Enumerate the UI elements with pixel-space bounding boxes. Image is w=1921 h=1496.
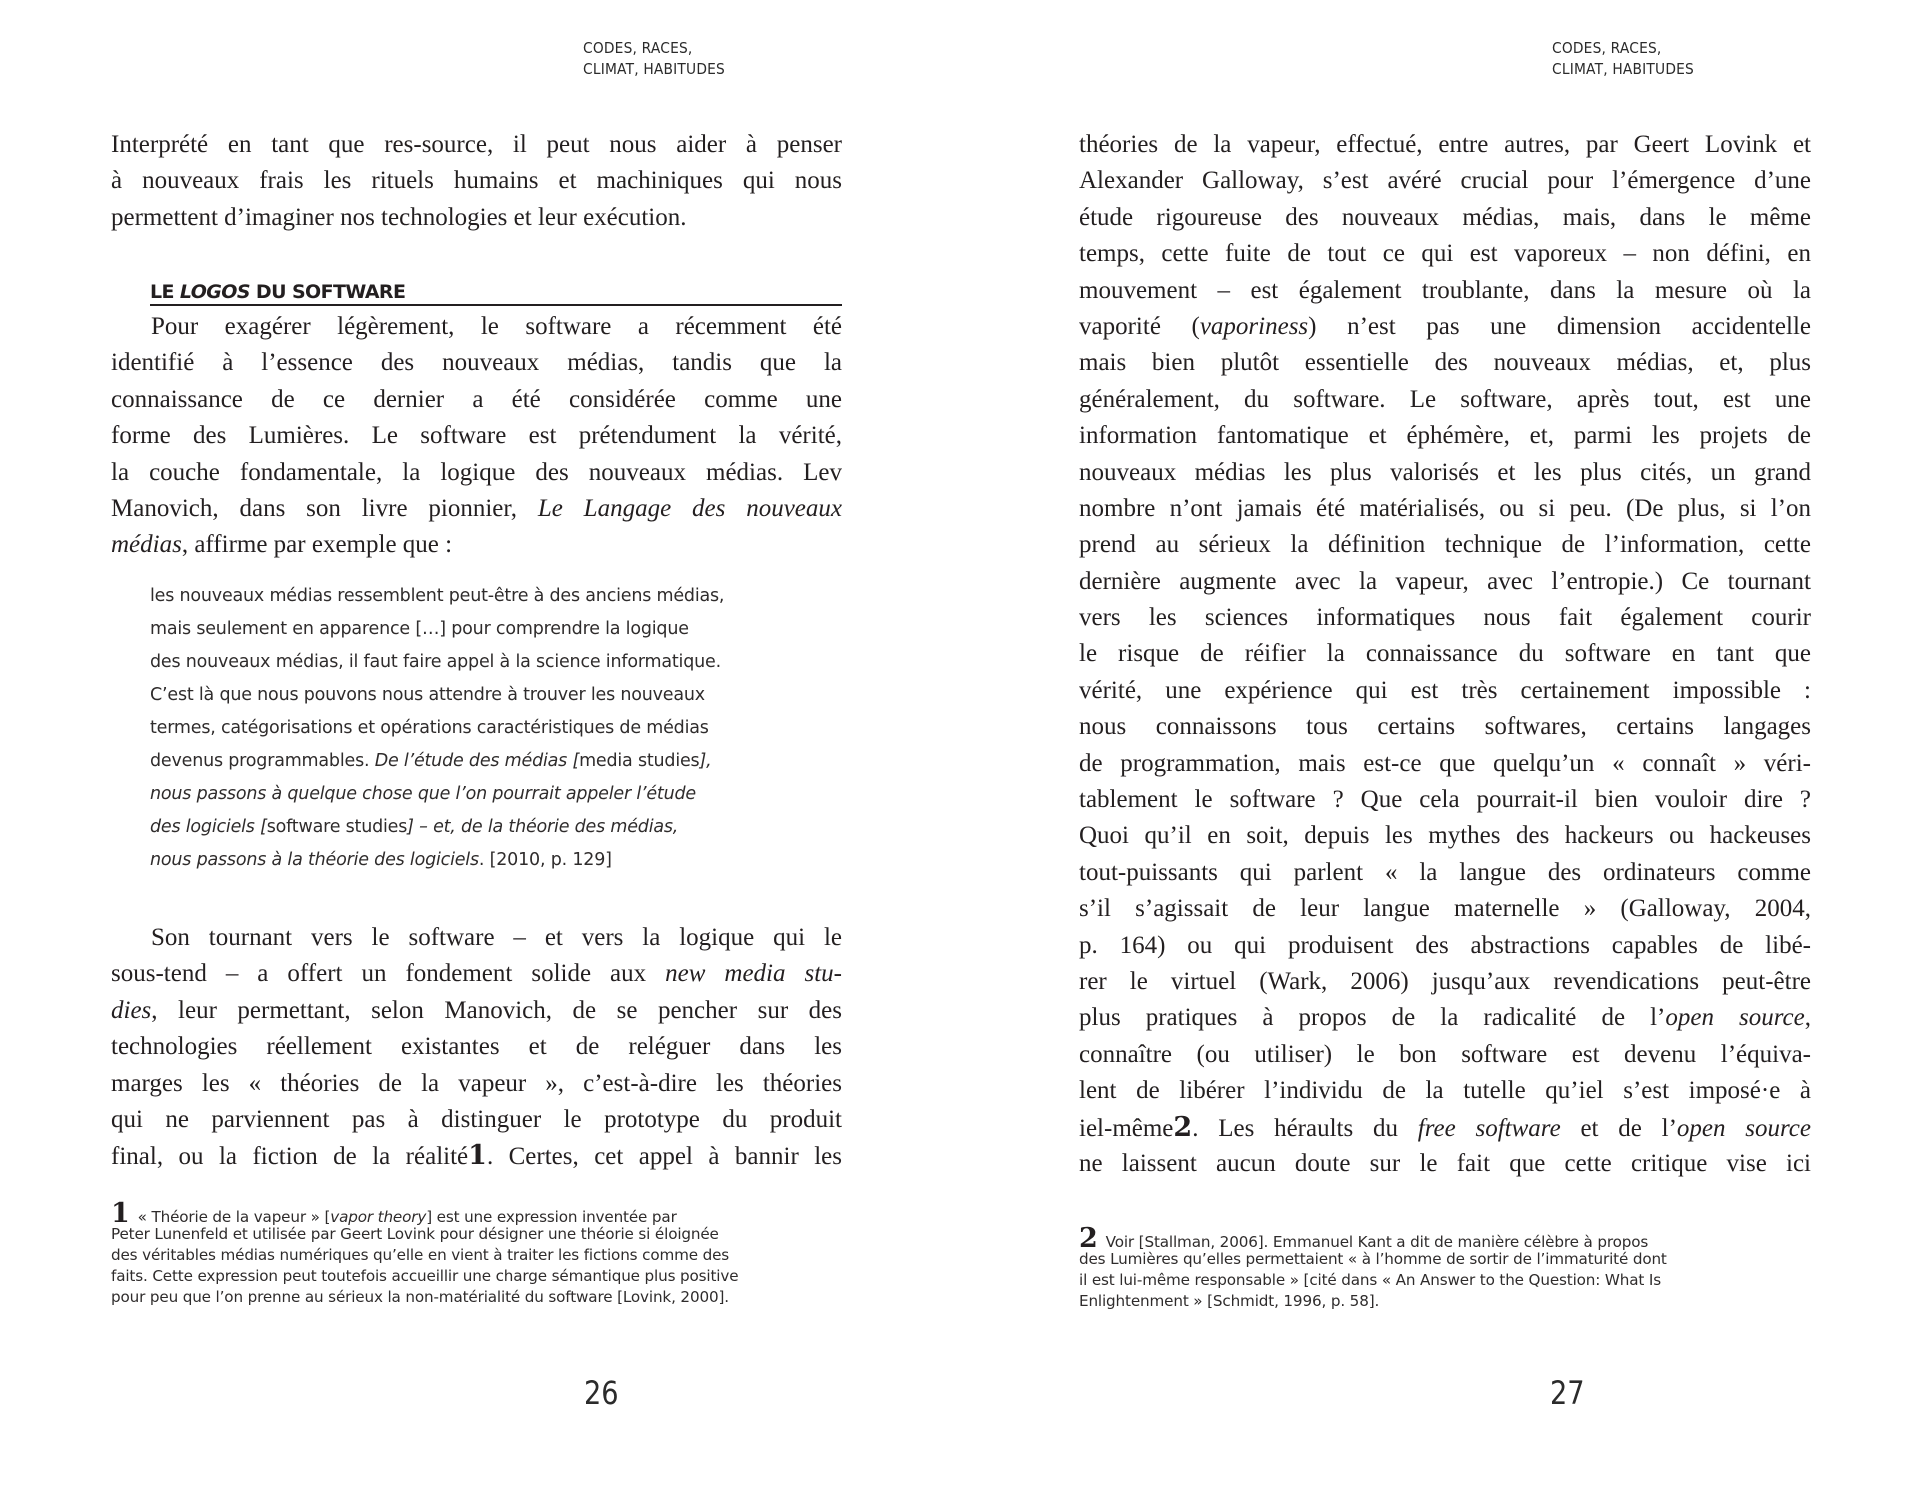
text-line: s’il s’agissait de leur langue maternelle » (Galloway, 2004, — [1079, 895, 1811, 923]
text-line: iel-même2. Les héraults du free software et de l’open source — [1079, 1111, 1811, 1143]
page-number: 26 — [584, 1374, 619, 1412]
text-line: qui ne parviennent pas à distinguer le prototype du produit — [111, 1105, 842, 1133]
text-line: temps, cette fuite de tout ce qui est vaporeux – non défini, en — [1079, 240, 1811, 268]
footnote-2: 2 Voir [Stallman, 2006]. Emmanuel Kant a dit de manière célèbre à propos des Lumières qu’elles permettaient « à l’homme de sortir de l’immaturité dont il est lui-même responsable » [cité dans « An Answer to the Question: What Is Enlightenment » [Schmidt, 1996, p. 58]. — [1079, 1228, 1819, 1312]
text-line: la couche fondamentale, la logique des nouveaux médias. Lev — [111, 458, 842, 486]
text-line: final, ou la fiction de la réalité1. Certes, cet appel à bannir les — [111, 1140, 842, 1172]
text-line: de programmation, mais est-ce que quelqu’un « connaît » véri- — [1079, 749, 1811, 777]
text-line: lent de libérer l’individu de la tutelle qu’iel s’est imposé·e à — [1079, 1077, 1811, 1105]
footnote-line: Peter Lunenfeld et utilisée par Geert Lovink pour désigner une théorie si éloignée — [111, 1225, 719, 1243]
section-heading: LE LOGOS DU SOFTWARE — [150, 281, 842, 306]
text-line: dies, leur permettant, selon Manovich, de se pencher sur des — [111, 996, 842, 1024]
text-line: technologies réellement existantes et de reléguer dans les — [111, 1033, 842, 1061]
text-line: généralement, du software. Le software, après tout, est une — [1079, 385, 1811, 413]
running-head — [583, 38, 737, 80]
text-line: plus pratiques à propos de la radicalité de l’open source, — [1079, 1004, 1811, 1032]
block-quote — [150, 580, 830, 877]
running-head-line: CODES, RACES, — [1552, 39, 1662, 57]
paragraph-2 — [111, 920, 842, 1175]
text-line: nous connaissons tous certains softwares, certains langages — [1079, 713, 1811, 741]
text-line: vérité, une expérience qui est très certainement impossible : — [1079, 676, 1811, 704]
text-line: prend au sérieux la définition technique de l’information, cette — [1079, 531, 1811, 559]
text-line: à nouveaux frais les rituels humains et machiniques qui nous — [111, 167, 842, 195]
running-head-line: CLIMAT, HABITUDES — [583, 60, 725, 78]
quote-line: devenus programmables. De l’étude des médias [media studies], — [150, 751, 712, 771]
footnote-line: des véritables médias numériques qu’elle en vient à traiter les fictions comme des — [111, 1246, 730, 1264]
footnote-line: pour peu que l’on prenne au sérieux la non-matérialité du software [Lovink, 2000]. — [111, 1288, 729, 1306]
text-line: théories de la vapeur, effectué, entre autres, par Geert Lovink et — [1079, 131, 1811, 158]
text-line: ne laissent aucun doute sur le fait que cette critique vise ici — [1079, 1149, 1811, 1177]
text-line: tout-puissants qui parlent « la langue des ordinateurs comme — [1079, 858, 1811, 886]
text-line: connaître (ou utiliser) le bon software est devenu l’équiva- — [1079, 1040, 1811, 1068]
footnote-line: faits. Cette expression peut toutefois accueillir une charge sémantique plus positive — [111, 1267, 739, 1285]
paragraph-1 — [111, 309, 842, 564]
text-line: nombre n’ont jamais été matérialisés, ou si peu. (De plus, si l’on — [1079, 494, 1811, 522]
text-line: information fantomatique et éphémère, et, parmi les projets de — [1079, 422, 1811, 450]
text-line: rer le virtuel (Wark, 2006) jusqu’aux revendications peut-être — [1079, 967, 1811, 995]
text-line: connaissance de ce dernier a été considérée comme une — [111, 385, 842, 413]
text-line: tablement le software ? Que cela pourrait-il bien vouloir dire ? — [1079, 786, 1811, 814]
text-line: Alexander Galloway, s’est avéré crucial pour l’émergence d’une — [1079, 167, 1811, 195]
text-line: Quoi qu’il en soit, depuis les mythes des hackeurs ou hackeuses — [1079, 822, 1811, 850]
quote-line: nous passons à la théorie des logiciels. [2010, p. 129] — [150, 850, 612, 870]
text-line: mais bien plutôt essentielle des nouveaux médias, et, plus — [1079, 349, 1811, 377]
quote-line: C’est là que nous pouvons nous attendre à trouver les nouveaux — [150, 685, 705, 705]
running-head-line: CODES, RACES, — [583, 39, 693, 57]
text-line: forme des Lumières. Le software est prétendument la vérité, — [111, 422, 842, 450]
left-page — [0, 0, 960, 1496]
text-line: médias, affirme par exemple que : — [111, 531, 453, 559]
footnote-number: 1 — [111, 1198, 130, 1229]
text-line: Pour exagérer légèrement, le software a récemment été — [151, 313, 842, 340]
quote-line: nous passons à quelque chose que l’on pourrait appeler l’étude — [150, 784, 696, 804]
text-line: étude rigoureuse des nouveaux médias, mais, dans le même — [1079, 203, 1811, 231]
footnote-1: 1 « Théorie de la vapeur » [vapor theory] est une expression inventée par Peter Lunenfeld et utilisée par Geert Lovink pour désigner une théorie si éloignée des véritables médias numériques qu’elle en vient à traiter les fictions comme des faits. Cette expression peut toutefois accueillir une charge sémantique plus positive pour peu que l’on prenne au sérieux la non-matérialité du software [Lovink, 2000]. — [111, 1203, 851, 1308]
right-body-text — [1079, 127, 1811, 1182]
quote-line: des nouveaux médias, il faut faire appel à la science informatique. — [150, 652, 721, 672]
intro-paragraph — [111, 127, 842, 236]
text-line: Interprété en tant que res-source, il peut nous aider à penser — [111, 131, 842, 158]
footnote-line: il est lui-même responsable » [cité dans « An Answer to the Question: What Is — [1079, 1271, 1661, 1289]
quote-line: les nouveaux médias ressemblent peut-être à des anciens médias, — [150, 586, 725, 606]
text-line: vaporité (vaporiness) n’est pas une dimension accidentelle — [1079, 312, 1811, 340]
text-line: nouveaux médias les plus valorisés et les plus cités, un grand — [1079, 458, 1811, 486]
quote-line: des logiciels [software studies] – et, de la théorie des médias, — [150, 817, 679, 837]
right-page — [960, 0, 1921, 1496]
text-line: p. 164) ou qui produisent des abstractions capables de libé- — [1079, 931, 1811, 959]
running-head — [1552, 38, 1706, 80]
running-head-line: CLIMAT, HABITUDES — [1552, 60, 1694, 78]
text-line: dernière augmente avec la vapeur, avec l’entropie.) Ce tournant — [1079, 567, 1811, 595]
text-line: Son tournant vers le software – et vers la logique qui le — [151, 924, 842, 951]
text-line: permettent d’imaginer nos technologies et leur exécution. — [111, 203, 687, 231]
quote-line: termes, catégorisations et opérations caractéristiques de médias — [150, 718, 709, 738]
footnote-ref-2[interactable]: 2 — [1173, 1111, 1193, 1143]
footnote-number: 2 — [1079, 1223, 1098, 1254]
text-line: identifié à l’essence des nouveaux médias, tandis que la — [111, 349, 842, 377]
text-line: mouvement – est également troublante, dans la mesure où la — [1079, 276, 1811, 304]
text-line: marges les « théories de la vapeur », c’est-à-dire les théories — [111, 1069, 842, 1097]
text-line: sous-tend – a offert un fondement solide aux new media stu- — [111, 960, 842, 988]
footnote-line: Enlightenment » [Schmidt, 1996, p. 58]. — [1079, 1292, 1380, 1310]
text-line: Manovich, dans son livre pionnier, Le Langage des nouveaux — [111, 494, 843, 522]
footnote-ref-1[interactable]: 1 — [468, 1140, 487, 1172]
quote-line: mais seulement en apparence […] pour comprendre la logique — [150, 619, 689, 639]
text-line: le risque de réifier la connaissance du software en tant que — [1079, 640, 1811, 668]
page-number: 27 — [1550, 1374, 1585, 1412]
text-line: vers les sciences informatiques nous fait également courir — [1079, 604, 1811, 632]
footnote-line: des Lumières qu’elles permettaient « à l’homme de sortir de l’immaturité dont — [1079, 1250, 1667, 1268]
